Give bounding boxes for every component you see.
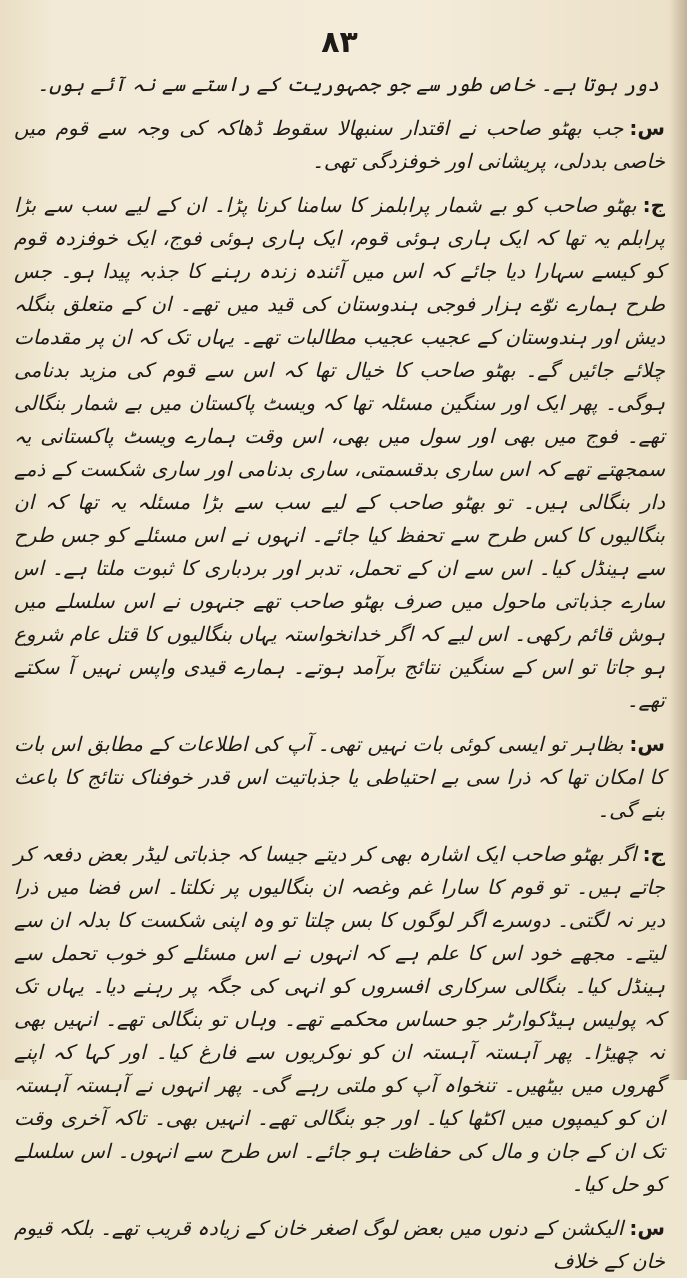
paragraph	[14, 1212, 665, 1278]
paragraph	[14, 838, 665, 1201]
question-marker: س:	[629, 116, 665, 140]
page-body	[14, 68, 665, 1278]
paragraph-text: دور ہوتا ہے۔ خاص طور سے جو جمہوریت کے راستے سے نہ آئے ہوں۔	[37, 72, 659, 96]
answer-marker: ج:	[642, 842, 665, 866]
paragraph-text: جب بھٹو صاحب نے اقتدار سنبھالا سقوط ڈھاکہ کی وجہ سے قوم میں خاصی بددلی، پریشانی اور خوفزدگی تھی۔	[14, 116, 665, 173]
paragraph-text: الیکشن کے دنوں میں بعض لوگ اصغر خان کے زیادہ قریب تھے۔ بلکہ قیوم خان کے خلاف	[14, 1216, 665, 1273]
paragraph-text: بھٹو صاحب کو بے شمار پرابلمز کا سامنا کرنا پڑا۔ ان کے لیے سب سے بڑا پرابلم یہ تھا کہ ایک ہاری ہوئی قوم، ایک ہاری ہوئی فوج، ایک خوفزدہ قوم کو کیسے سہارا دیا جائے کہ اس میں آئندہ زندہ رہنے کا جذبہ پیدا ہو۔ جس طرح ہمارے نوّے ہزار فوجی ہندوستان کی قید میں تھے۔ ان کے متعلق بنگلہ دیش اور ہندوستان کے عجیب عجیب مطالبات تھے۔ یہاں تک کہ ان پر مقدمات چلائے جائیں گے۔ بھٹو صاحب کا خیال تھا کہ اس سے قوم کی مزید بدنامی ہوگی۔ پھر ایک اور سنگین مسئلہ تھا کہ ویسٹ پاکستان میں بے شمار بنگالی تھے۔ فوج میں بھی اور سول میں بھی، اس وقت ہمارے ویسٹ پاکستانی یہ سمجھتے تھے کہ اس ساری بدقسمتی، ساری بدنامی اور ساری شکست کے ذمے دار بنگالی ہیں۔ تو بھٹو صاحب کے لیے سب سے بڑا مسئلہ یہ تھا کہ ان بنگالیوں کا کس طرح سے تحفظ کیا جائے۔ انہوں نے اس مسئلے کو جس طرح سے ہینڈل کیا۔ اس سے ان کے تحمل، تدبر اور بردباری کا ثبوت ملتا ہے۔ اس سارے جذباتی ماحول میں صرف بھٹو صاحب تھے جنہوں نے اس سلسلے میں ہوش قائم رکھی۔ اس لیے کہ اگر خدانخواستہ یہاں بنگالیوں کا قتل عام شروع ہو جاتا تو اس کے سنگین نتائج برآمد ہوتے۔ ہمارے قیدی واپس نہیں آ سکتے تھے۔	[14, 193, 665, 712]
page-number: ۸۳	[321, 25, 358, 60]
paragraph-text: بظاہر تو ایسی کوئی بات نہیں تھی۔ آپ کی اطلاعات کے مطابق اس بات کا امکان تھا کہ ذرا سی بے احتیاطی یا جذباتیت اس قدر خوفناک نتائج کا باعث بنے گی۔	[14, 732, 665, 822]
paragraph	[14, 68, 665, 101]
paragraph	[14, 189, 665, 717]
paragraph	[14, 728, 665, 827]
answer-marker: ج:	[642, 193, 665, 217]
paragraph-text: اگر بھٹو صاحب ایک اشارہ بھی کر دیتے جیسا کہ جذباتی لیڈر بعض دفعہ کر جاتے ہیں۔ تو قوم کا سارا غم وغصہ ان بنگالیوں پر نکلتا۔ اس فضا میں ذرا دیر نہ لگتی۔ دوسرے اگر لوگوں کا بس چلتا تو وہ اپنی شکست کا بدلہ ان سے لیتے۔ مجھے خود اس کا علم ہے کہ انہوں نے اس مسئلے کو خوب تحمل سے ہینڈل کیا۔ بنگالی سرکاری افسروں کو انہی کی جگہ پر رہنے دیا۔ یہاں تک کہ پولیس ہیڈکوارٹر جو حساس محکمے تھے۔ وہاں تو بنگالی تھے۔ انہیں بھی نہ چھیڑا۔ پھر آہستہ آہستہ ان کو نوکریوں سے فارغ کیا۔ اور کہا کہ اپنے گھروں میں بیٹھیں۔ تنخواہ آپ کو ملتی رہے گی۔ پھر انہوں نے آہستہ آہستہ ان کو کیمپوں میں اکٹھا کیا۔ اور جو بنگالی تھے۔ انہیں بھی۔ تاکہ آخری وقت تک ان کے جان و مال کی حفاظت ہو جائے۔ اس طرح سے انہوں۔ اس سلسلے کو حل کیا۔	[14, 842, 665, 1196]
question-marker: س:	[629, 732, 665, 756]
paragraph	[14, 112, 665, 178]
question-marker: س:	[629, 1216, 665, 1240]
